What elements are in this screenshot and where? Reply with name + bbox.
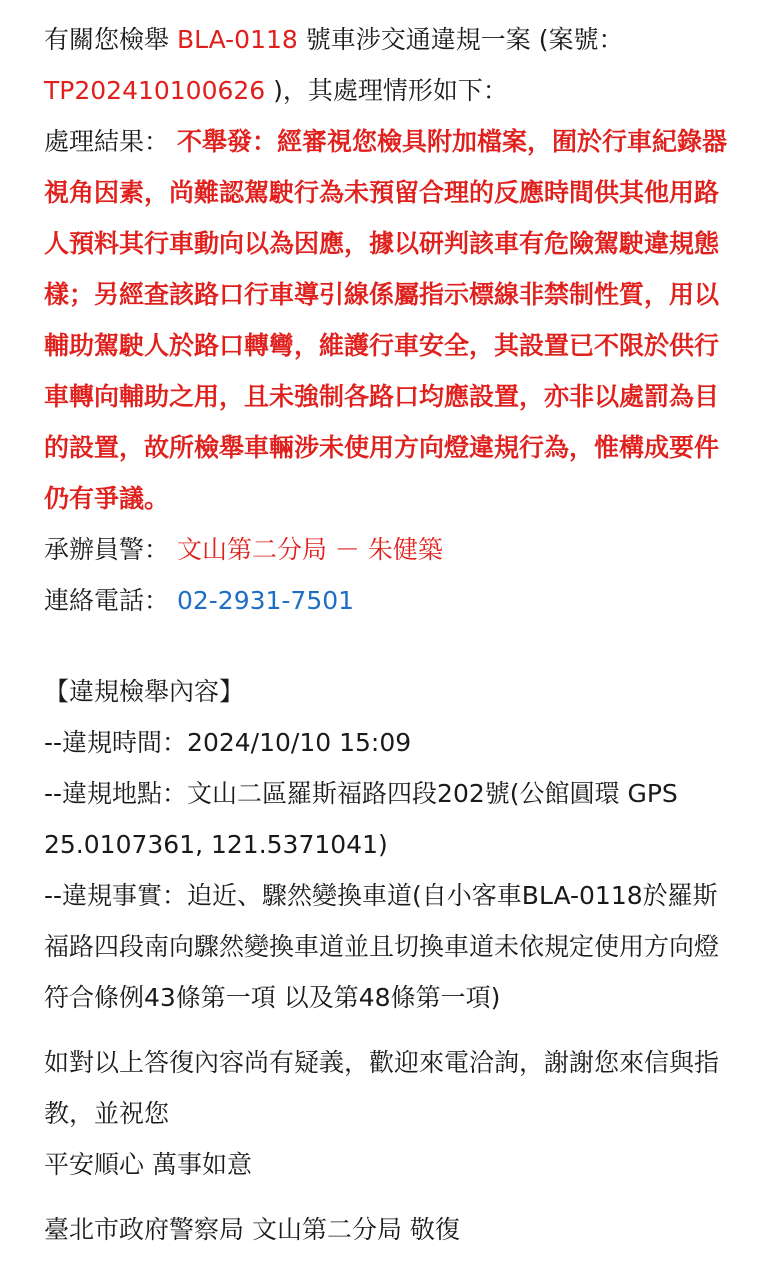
officer-line [44, 524, 735, 575]
report-heading: 【違規檢舉內容】 [44, 677, 245, 706]
result-paragraph [44, 116, 735, 524]
officer-label: 承辦員警： [44, 535, 177, 564]
phone-label: 連絡電話： [44, 586, 177, 615]
officer-value: 文山第二分局 － 朱健築 [176, 535, 443, 564]
intro-paragraph [44, 14, 735, 116]
spacer [44, 1190, 735, 1204]
spacer [44, 1023, 735, 1037]
report-fact: --違規事實：迫近、驟然變換車道(自小客車BLA-0118於羅斯福路四段南向驟然變換車道並且切換車道未依規定使用方向燈符合條例43條第一項 以及第48條第一項) [44, 881, 720, 1012]
spacer [44, 626, 735, 666]
result-label: 處理結果： [44, 127, 177, 156]
closing-line: 如對以上答復內容尚有疑義，歡迎來電洽詢，謝謝您來信與指教，並祝您 [44, 1048, 720, 1128]
case-number: TP202410100626 [44, 76, 266, 105]
closing-blessing: 平安順心 萬事如意 [44, 1150, 252, 1179]
report-time: --違規時間：2024/10/10 15:09 [44, 728, 412, 757]
phone-line [44, 575, 735, 626]
phone-link[interactable]: 02-2931-7501 [176, 586, 355, 615]
result-text: 不舉發：經審視您檢具附加檔案，囿於行車紀錄器視角因素，尚難認駕駛行為未預留合理的反應時間供其他用路人預料其行車動向以為因應，據以研判該車有危險駕駛違規態樣；另經查該路口行車導引線係屬指示標線非禁制性質，用以輔助駕駛人於路口轉彎，維護行車安全，其設置已不限於供行車轉向輔助之用，且未強制各路口均應設置，亦非以處罰為目的設置，故所檢舉車輛涉未使用方向燈違規行為，惟構成要件仍有爭議。 [44, 127, 727, 513]
report-location: --違規地點：文山二區羅斯福路四段202號(公館圓環 GPS 25.0107361, 121.5371041) [44, 779, 678, 859]
signature: 臺北市政府警察局 文山第二分局 敬復 [44, 1215, 460, 1244]
intro-suffix: )，其處理情形如下： [265, 76, 508, 105]
plate-number: BLA-0118 [176, 25, 298, 54]
intro-prefix: 有關您檢舉 [44, 25, 177, 54]
intro-middle: 號車涉交通違規一案 (案號： [297, 25, 624, 54]
